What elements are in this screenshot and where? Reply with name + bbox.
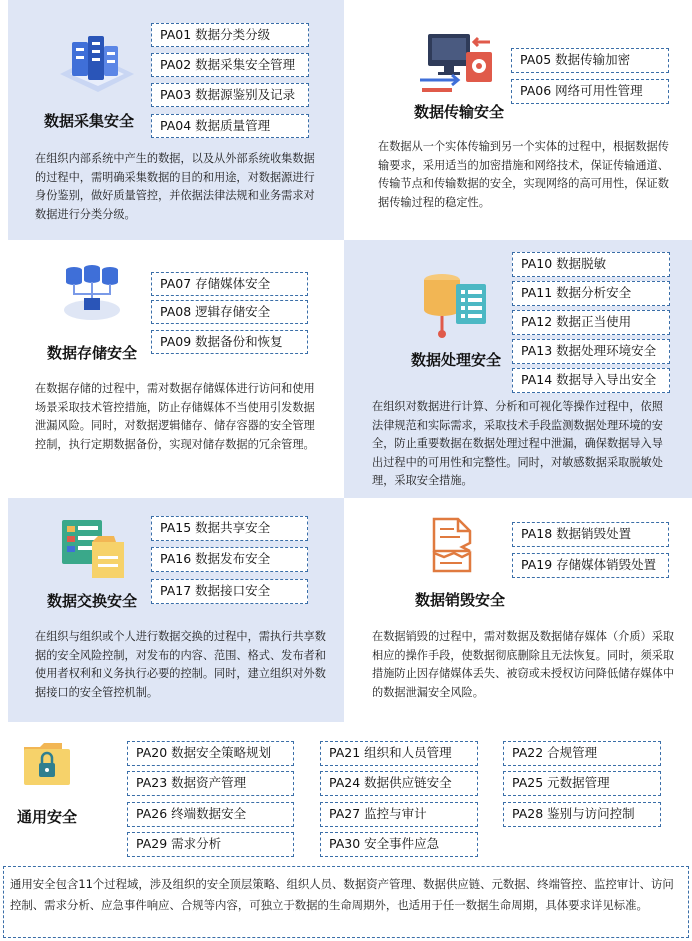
processing-description: 在组织对数据进行计算、分析和可视化等操作过程中，依照法律规范和实际需求，采取技术手段监测数据处理环境的安全，防止重要数据在数据处理过程中泄漏，确保数据导入导出过程中的可用性和完整性。同时，对敏感数据采取脱敏处理，采取安全措施。 [372,400,663,487]
pa09-box: PA09 数据备份和恢复 [151,330,308,354]
pa27-box: PA27 监控与审计 [320,802,478,827]
shredded-document-icon [430,515,474,575]
pa28-box: PA28 鉴别与访问控制 [503,802,661,827]
pa18-box: PA18 数据销毁处置 [512,522,669,547]
pa01-box: PA01 数据分类分级 [151,23,309,47]
data-exchange-icon [58,516,132,582]
collection-title: 数据采集安全 [44,112,135,130]
pa12-box: PA12 数据正当使用 [512,310,670,335]
server-stack-icon [54,28,138,96]
pa16-box: PA16 数据发布安全 [151,547,308,572]
transmission-title: 数据传输安全 [414,103,505,121]
pa05-box: PA05 数据传输加密 [511,48,669,73]
destruction-title: 数据销毁安全 [415,591,506,609]
cloud-database-icon [58,262,126,324]
pa10-box: PA10 数据脱敏 [512,252,670,277]
pa11-box: PA11 数据分析安全 [512,281,670,306]
pa08-box: PA08 逻辑存储安全 [151,300,308,324]
pa29-box: PA29 需求分析 [127,832,294,857]
pa04-box: PA04 数据质量管理 [151,114,309,138]
pa02-box: PA02 数据采集安全管理 [151,53,309,77]
pa26-box: PA26 终端数据安全 [127,802,294,827]
destruction-description: 在数据销毁的过程中，需对数据及数据储存媒体（介质）采取相应的操作手段，使数据彻底删除且无法恢复。同时，须采取措施防止因存储媒体丢失、被窃或未授权访问降低储存媒体中的数据泄漏安全风险。 [372,630,675,699]
pa20-box: PA20 数据安全策略规划 [127,741,294,766]
storage-description: 在数据存储的过程中，需对数据存储媒体进行访问和使用场景采取技术管控措施，防止存储媒体不当使用引发数据泄漏风险。同时，对数据逻辑储存、储存容器的安全管理控制，执行定期数据备份，实现对储存数据的冗余管理。 [35,382,315,451]
database-processing-icon [416,268,496,340]
pa19-box: PA19 存储媒体销毁处置 [512,553,669,578]
pa06-box: PA06 网络可用性管理 [511,79,669,104]
pa22-box: PA22 合规管理 [503,741,661,766]
pa07-box: PA07 存储媒体安全 [151,272,308,296]
pa30-box: PA30 安全事件应急 [320,832,478,857]
pa25-box: PA25 元数据管理 [503,771,661,796]
transmission-description: 在数据从一个实体传输到另一个实体的过程中，根据数据传输要求，采用适当的加密措施和网络技术，保证传输通道、传输节点和传输数据的安全，实现网络的高可用性，保证数据传输过程的稳定性。 [378,140,669,209]
collection-description: 在组织内部系统中产生的数据，以及从外部系统收集数据的过程中，需明确采集数据的目的和用途，对数据源进行身份鉴别，做好质量管控，并依据法律法规和业务需求对数据进行分类分级。 [35,152,315,221]
pa13-box: PA13 数据处理环境安全 [512,339,670,364]
general-title: 通用安全 [17,808,78,826]
pa17-box: PA17 数据接口安全 [151,579,308,604]
pa21-box: PA21 组织和人员管理 [320,741,478,766]
pa03-box: PA03 数据源鉴别及记录 [151,83,309,107]
pa23-box: PA23 数据资产管理 [127,771,294,796]
data-transfer-icon [418,30,498,94]
exchange-description: 在组织与组织或个人进行数据交换的过程中，需执行共享数据的安全风险控制，对发布的内容、范围、格式、发布者和使用者权利和义务执行必要的控制。同时，建立组织对外数据接口的安全管控机制。 [35,630,326,699]
exchange-title: 数据交换安全 [47,592,138,610]
pa14-box: PA14 数据导入导出安全 [512,368,670,393]
general-description: 通用安全包含11个过程域，涉及组织的安全顶层策略、组织人员、数据资产管理、数据供应链、元数据、终端管控、监控审计、访问控制、需求分析、应急事件响应、合规等内容，可独立于数据的生命周期外，也适用于任一数据生命周期，具体要求详见标准。 [3,866,689,938]
pa24-box: PA24 数据供应链安全 [320,771,478,796]
processing-title: 数据处理安全 [411,351,502,369]
locked-folder-icon [22,739,72,787]
pa15-box: PA15 数据共享安全 [151,516,308,541]
storage-title: 数据存储安全 [47,344,138,362]
